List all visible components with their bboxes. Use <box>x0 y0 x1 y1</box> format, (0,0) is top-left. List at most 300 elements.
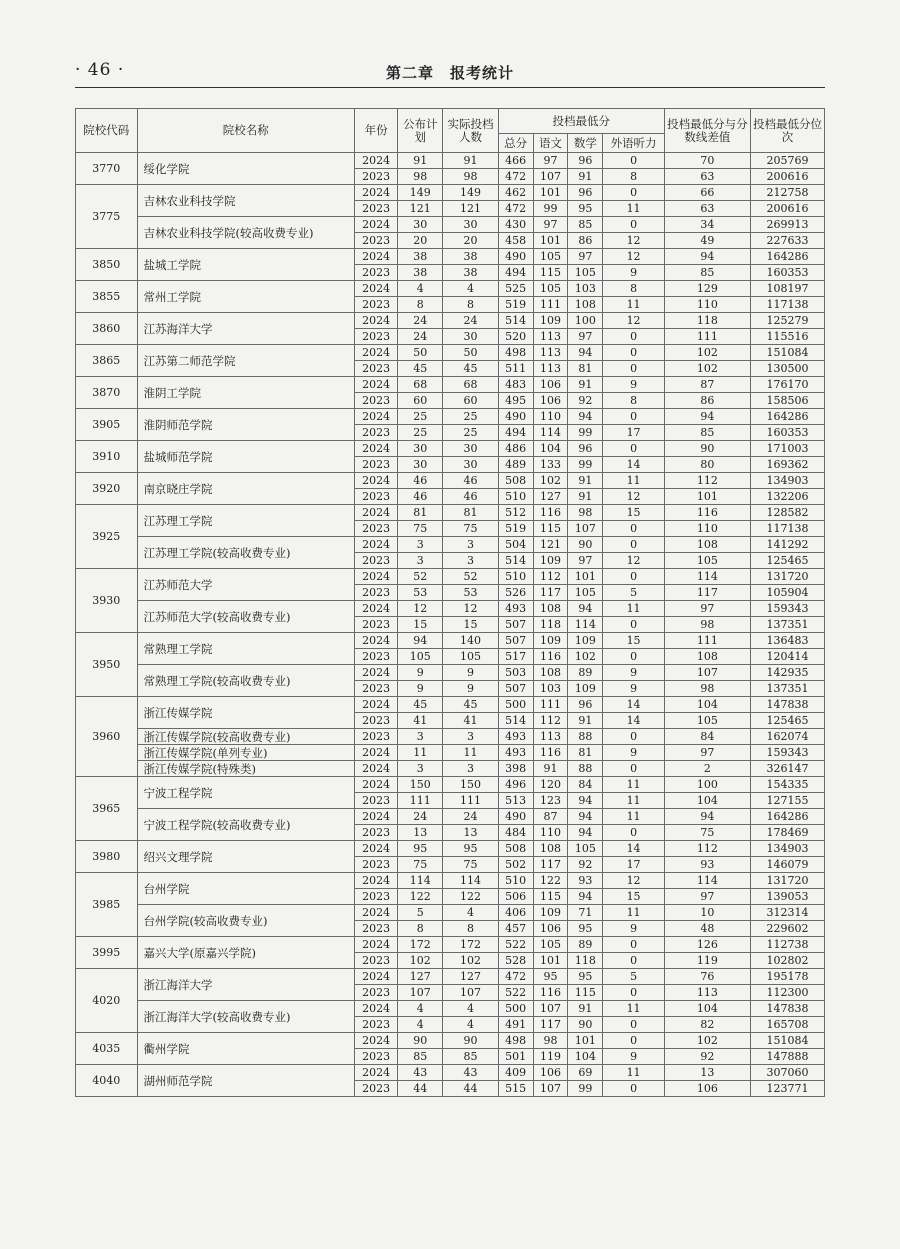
actual-cell: 4 <box>443 281 498 297</box>
school-name: 盐城师范学院 <box>137 441 355 473</box>
rank-cell: 117138 <box>751 521 825 537</box>
math-score-cell: 86 <box>568 233 603 249</box>
diff-cell: 90 <box>664 441 750 457</box>
total-score-cell: 507 <box>498 633 533 649</box>
rank-cell: 120414 <box>751 649 825 665</box>
chinese-score-cell: 97 <box>533 217 568 233</box>
listening-score-cell: 0 <box>603 441 665 457</box>
rank-cell: 115516 <box>751 329 825 345</box>
rank-cell: 195178 <box>751 969 825 985</box>
table-row <box>76 873 825 889</box>
actual-cell: 25 <box>443 425 498 441</box>
math-score-cell: 99 <box>568 425 603 441</box>
rank-cell: 132206 <box>751 489 825 505</box>
plan-cell: 127 <box>398 969 443 985</box>
math-score-cell: 91 <box>568 377 603 393</box>
chinese-score-cell: 108 <box>533 841 568 857</box>
math-score-cell: 96 <box>568 185 603 201</box>
math-score-cell: 91 <box>568 473 603 489</box>
listening-score-cell: 9 <box>603 265 665 281</box>
listening-score-cell: 9 <box>603 745 665 761</box>
plan-cell: 20 <box>398 233 443 249</box>
chinese-score-cell: 108 <box>533 601 568 617</box>
math-score-cell: 81 <box>568 745 603 761</box>
actual-cell: 30 <box>443 217 498 233</box>
school-code: 3985 <box>76 873 138 937</box>
table-row <box>76 1065 825 1081</box>
actual-cell: 4 <box>443 905 498 921</box>
math-score-cell: 92 <box>568 857 603 873</box>
actual-cell: 43 <box>443 1065 498 1081</box>
total-score-cell: 494 <box>498 425 533 441</box>
rank-cell: 105904 <box>751 585 825 601</box>
listening-score-cell: 12 <box>603 313 665 329</box>
math-score-cell: 114 <box>568 617 603 633</box>
chinese-score-cell: 107 <box>533 169 568 185</box>
year-cell: 2023 <box>355 921 398 937</box>
actual-cell: 3 <box>443 553 498 569</box>
listening-score-cell: 0 <box>603 537 665 553</box>
year-cell: 2024 <box>355 633 398 649</box>
year-cell: 2024 <box>355 345 398 361</box>
rank-cell: 200616 <box>751 201 825 217</box>
school-name: 江苏海洋大学 <box>137 313 355 345</box>
table-row <box>76 745 825 761</box>
plan-cell: 24 <box>398 809 443 825</box>
plan-cell: 75 <box>398 857 443 873</box>
listening-score-cell: 11 <box>603 777 665 793</box>
year-cell: 2023 <box>355 169 398 185</box>
actual-cell: 140 <box>443 633 498 649</box>
actual-cell: 3 <box>443 537 498 553</box>
total-score-cell: 507 <box>498 681 533 697</box>
diff-cell: 63 <box>664 201 750 217</box>
school-name: 江苏第二师范学院 <box>137 345 355 377</box>
actual-cell: 8 <box>443 921 498 937</box>
rank-cell: 312314 <box>751 905 825 921</box>
rank-cell: 142935 <box>751 665 825 681</box>
year-cell: 2024 <box>355 1065 398 1081</box>
listening-score-cell: 0 <box>603 361 665 377</box>
plan-cell: 12 <box>398 601 443 617</box>
listening-score-cell: 11 <box>603 201 665 217</box>
listening-score-cell: 12 <box>603 233 665 249</box>
plan-cell: 52 <box>398 569 443 585</box>
actual-cell: 38 <box>443 265 498 281</box>
actual-cell: 150 <box>443 777 498 793</box>
math-score-cell: 85 <box>568 217 603 233</box>
rank-cell: 134903 <box>751 473 825 489</box>
total-score-cell: 493 <box>498 729 533 745</box>
plan-cell: 90 <box>398 1033 443 1049</box>
plan-cell: 15 <box>398 617 443 633</box>
year-cell: 2023 <box>355 713 398 729</box>
school-code: 3960 <box>76 697 138 777</box>
year-cell: 2024 <box>355 217 398 233</box>
rank-cell: 131720 <box>751 569 825 585</box>
diff-cell: 76 <box>664 969 750 985</box>
diff-cell: 97 <box>664 745 750 761</box>
chinese-score-cell: 103 <box>533 681 568 697</box>
diff-cell: 13 <box>664 1065 750 1081</box>
chinese-score-cell: 108 <box>533 665 568 681</box>
math-score-cell: 91 <box>568 713 603 729</box>
listening-score-cell: 11 <box>603 793 665 809</box>
diff-cell: 126 <box>664 937 750 953</box>
listening-score-cell: 9 <box>603 665 665 681</box>
total-score-cell: 515 <box>498 1081 533 1097</box>
math-score-cell: 105 <box>568 265 603 281</box>
diff-cell: 114 <box>664 569 750 585</box>
year-cell: 2023 <box>355 585 398 601</box>
rank-cell: 159343 <box>751 601 825 617</box>
rank-cell: 229602 <box>751 921 825 937</box>
table-row <box>76 761 825 777</box>
math-score-cell: 94 <box>568 825 603 841</box>
total-score-cell: 483 <box>498 377 533 393</box>
math-score-cell: 100 <box>568 313 603 329</box>
col-header-min-group: 投档最低分 <box>498 109 664 134</box>
chinese-score-cell: 101 <box>533 185 568 201</box>
rank-cell: 162074 <box>751 729 825 745</box>
year-cell: 2024 <box>355 905 398 921</box>
listening-score-cell: 9 <box>603 681 665 697</box>
table-row <box>76 249 825 265</box>
rank-cell: 125465 <box>751 713 825 729</box>
actual-cell: 8 <box>443 297 498 313</box>
plan-cell: 25 <box>398 409 443 425</box>
plan-cell: 11 <box>398 745 443 761</box>
chinese-score-cell: 116 <box>533 745 568 761</box>
diff-cell: 102 <box>664 345 750 361</box>
school-name: 浙江传媒学院(特殊类) <box>137 761 355 777</box>
school-code: 3995 <box>76 937 138 969</box>
listening-score-cell: 12 <box>603 553 665 569</box>
actual-cell: 11 <box>443 745 498 761</box>
diff-cell: 118 <box>664 313 750 329</box>
total-score-cell: 511 <box>498 361 533 377</box>
total-score-cell: 495 <box>498 393 533 409</box>
chinese-score-cell: 133 <box>533 457 568 473</box>
year-cell: 2024 <box>355 697 398 713</box>
page-header <box>75 58 825 88</box>
actual-cell: 12 <box>443 601 498 617</box>
plan-cell: 41 <box>398 713 443 729</box>
listening-score-cell: 0 <box>603 217 665 233</box>
actual-cell: 102 <box>443 953 498 969</box>
chinese-score-cell: 114 <box>533 425 568 441</box>
diff-cell: 112 <box>664 841 750 857</box>
diff-cell: 105 <box>664 713 750 729</box>
math-score-cell: 94 <box>568 601 603 617</box>
listening-score-cell: 0 <box>603 329 665 345</box>
actual-cell: 114 <box>443 873 498 889</box>
diff-cell: 2 <box>664 761 750 777</box>
school-name: 浙江传媒学院 <box>137 697 355 729</box>
listening-score-cell: 8 <box>603 169 665 185</box>
math-score-cell: 89 <box>568 665 603 681</box>
school-code: 3920 <box>76 473 138 505</box>
chinese-score-cell: 107 <box>533 1081 568 1097</box>
actual-cell: 107 <box>443 985 498 1001</box>
plan-cell: 102 <box>398 953 443 969</box>
diff-cell: 111 <box>664 633 750 649</box>
chinese-score-cell: 110 <box>533 825 568 841</box>
plan-cell: 5 <box>398 905 443 921</box>
year-cell: 2024 <box>355 1033 398 1049</box>
total-score-cell: 526 <box>498 585 533 601</box>
chinese-score-cell: 105 <box>533 249 568 265</box>
actual-cell: 20 <box>443 233 498 249</box>
chinese-score-cell: 116 <box>533 505 568 521</box>
year-cell: 2024 <box>355 377 398 393</box>
school-code: 4020 <box>76 969 138 1033</box>
listening-score-cell: 12 <box>603 249 665 265</box>
chinese-score-cell: 106 <box>533 377 568 393</box>
actual-cell: 52 <box>443 569 498 585</box>
chinese-score-cell: 109 <box>533 313 568 329</box>
table-row <box>76 777 825 793</box>
table-row <box>76 1001 825 1017</box>
table-row <box>76 441 825 457</box>
actual-cell: 45 <box>443 361 498 377</box>
diff-cell: 97 <box>664 889 750 905</box>
total-score-cell: 398 <box>498 761 533 777</box>
plan-cell: 98 <box>398 169 443 185</box>
diff-cell: 97 <box>664 601 750 617</box>
plan-cell: 30 <box>398 441 443 457</box>
actual-cell: 53 <box>443 585 498 601</box>
math-score-cell: 105 <box>568 585 603 601</box>
math-score-cell: 109 <box>568 633 603 649</box>
listening-score-cell: 11 <box>603 473 665 489</box>
plan-cell: 111 <box>398 793 443 809</box>
year-cell: 2024 <box>355 745 398 761</box>
year-cell: 2024 <box>355 937 398 953</box>
diff-cell: 102 <box>664 361 750 377</box>
school-name: 宁波工程学院(较高收费专业) <box>137 809 355 841</box>
plan-cell: 24 <box>398 329 443 345</box>
school-code: 4035 <box>76 1033 138 1065</box>
total-score-cell: 472 <box>498 201 533 217</box>
rank-cell: 151084 <box>751 345 825 361</box>
math-score-cell: 95 <box>568 969 603 985</box>
col-header-name: 院校名称 <box>137 109 355 153</box>
rank-cell: 227633 <box>751 233 825 249</box>
school-code: 3965 <box>76 777 138 841</box>
year-cell: 2023 <box>355 393 398 409</box>
table-row <box>76 665 825 681</box>
rank-cell: 102802 <box>751 953 825 969</box>
plan-cell: 3 <box>398 761 443 777</box>
listening-score-cell: 0 <box>603 937 665 953</box>
chinese-score-cell: 120 <box>533 777 568 793</box>
year-cell: 2024 <box>355 1001 398 1017</box>
math-score-cell: 94 <box>568 889 603 905</box>
rank-cell: 112738 <box>751 937 825 953</box>
plan-cell: 91 <box>398 153 443 169</box>
school-name: 嘉兴大学(原嘉兴学院) <box>137 937 355 969</box>
year-cell: 2024 <box>355 153 398 169</box>
math-score-cell: 102 <box>568 649 603 665</box>
plan-cell: 4 <box>398 1017 443 1033</box>
rank-cell: 165708 <box>751 1017 825 1033</box>
diff-cell: 104 <box>664 697 750 713</box>
actual-cell: 90 <box>443 1033 498 1049</box>
math-score-cell: 93 <box>568 873 603 889</box>
actual-cell: 81 <box>443 505 498 521</box>
chinese-score-cell: 110 <box>533 409 568 425</box>
plan-cell: 8 <box>398 297 443 313</box>
diff-cell: 104 <box>664 793 750 809</box>
diff-cell: 108 <box>664 649 750 665</box>
school-name: 浙江海洋大学 <box>137 969 355 1001</box>
listening-score-cell: 0 <box>603 729 665 745</box>
listening-score-cell: 0 <box>603 825 665 841</box>
table-row <box>76 809 825 825</box>
year-cell: 2024 <box>355 505 398 521</box>
actual-cell: 122 <box>443 889 498 905</box>
diff-cell: 119 <box>664 953 750 969</box>
school-name: 常熟理工学院(较高收费专业) <box>137 665 355 697</box>
diff-cell: 102 <box>664 1033 750 1049</box>
total-score-cell: 504 <box>498 537 533 553</box>
year-cell: 2024 <box>355 601 398 617</box>
school-code: 3930 <box>76 569 138 633</box>
listening-score-cell: 9 <box>603 1049 665 1065</box>
rank-cell: 147838 <box>751 1001 825 1017</box>
actual-cell: 9 <box>443 681 498 697</box>
listening-score-cell: 8 <box>603 281 665 297</box>
math-score-cell: 91 <box>568 169 603 185</box>
actual-cell: 30 <box>443 329 498 345</box>
plan-cell: 46 <box>398 473 443 489</box>
math-score-cell: 101 <box>568 569 603 585</box>
table-body <box>76 153 825 1097</box>
year-cell: 2023 <box>355 793 398 809</box>
total-score-cell: 510 <box>498 873 533 889</box>
chinese-score-cell: 127 <box>533 489 568 505</box>
listening-score-cell: 0 <box>603 153 665 169</box>
table-row <box>76 937 825 953</box>
page-number: · 46 · <box>75 60 125 80</box>
year-cell: 2024 <box>355 873 398 889</box>
actual-cell: 172 <box>443 937 498 953</box>
diff-cell: 114 <box>664 873 750 889</box>
actual-cell: 24 <box>443 313 498 329</box>
math-score-cell: 97 <box>568 553 603 569</box>
listening-score-cell: 0 <box>603 185 665 201</box>
header-rule <box>75 87 825 88</box>
rank-cell: 200616 <box>751 169 825 185</box>
school-code: 3910 <box>76 441 138 473</box>
total-score-cell: 498 <box>498 345 533 361</box>
year-cell: 2024 <box>355 249 398 265</box>
table-row <box>76 569 825 585</box>
listening-score-cell: 15 <box>603 633 665 649</box>
plan-cell: 3 <box>398 729 443 745</box>
diff-cell: 82 <box>664 1017 750 1033</box>
diff-cell: 117 <box>664 585 750 601</box>
total-score-cell: 430 <box>498 217 533 233</box>
listening-score-cell: 11 <box>603 1065 665 1081</box>
school-name: 台州学院(较高收费专业) <box>137 905 355 937</box>
table-row <box>76 153 825 169</box>
col-header-plan: 公布计划 <box>398 109 443 153</box>
plan-cell: 95 <box>398 841 443 857</box>
year-cell: 2023 <box>355 681 398 697</box>
school-code: 4040 <box>76 1065 138 1097</box>
chinese-score-cell: 111 <box>533 697 568 713</box>
diff-cell: 93 <box>664 857 750 873</box>
year-cell: 2024 <box>355 441 398 457</box>
actual-cell: 9 <box>443 665 498 681</box>
plan-cell: 122 <box>398 889 443 905</box>
actual-cell: 41 <box>443 713 498 729</box>
year-cell: 2023 <box>355 489 398 505</box>
total-score-cell: 522 <box>498 937 533 953</box>
rank-cell: 117138 <box>751 297 825 313</box>
year-cell: 2024 <box>355 409 398 425</box>
year-cell: 2024 <box>355 777 398 793</box>
total-score-cell: 522 <box>498 985 533 1001</box>
table-row <box>76 281 825 297</box>
diff-cell: 92 <box>664 1049 750 1065</box>
plan-cell: 75 <box>398 521 443 537</box>
plan-cell: 30 <box>398 217 443 233</box>
year-cell: 2023 <box>355 1049 398 1065</box>
rank-cell: 160353 <box>751 425 825 441</box>
school-name: 吉林农业科技学院(较高收费专业) <box>137 217 355 249</box>
rank-cell: 141292 <box>751 537 825 553</box>
diff-cell: 85 <box>664 265 750 281</box>
total-score-cell: 520 <box>498 329 533 345</box>
listening-score-cell: 0 <box>603 985 665 1001</box>
math-score-cell: 97 <box>568 329 603 345</box>
school-code: 3860 <box>76 313 138 345</box>
actual-cell: 30 <box>443 441 498 457</box>
school-code: 3950 <box>76 633 138 697</box>
listening-score-cell: 9 <box>603 921 665 937</box>
chinese-score-cell: 106 <box>533 921 568 937</box>
rank-cell: 147838 <box>751 697 825 713</box>
year-cell: 2024 <box>355 185 398 201</box>
total-score-cell: 472 <box>498 969 533 985</box>
math-score-cell: 97 <box>568 249 603 265</box>
year-cell: 2023 <box>355 649 398 665</box>
actual-cell: 75 <box>443 521 498 537</box>
diff-cell: 49 <box>664 233 750 249</box>
total-score-cell: 406 <box>498 905 533 921</box>
table-row <box>76 841 825 857</box>
actual-cell: 4 <box>443 1001 498 1017</box>
admission-table <box>75 108 825 1097</box>
diff-cell: 113 <box>664 985 750 1001</box>
table-row <box>76 1033 825 1049</box>
rank-cell: 136483 <box>751 633 825 649</box>
math-score-cell: 103 <box>568 281 603 297</box>
year-cell: 2023 <box>355 825 398 841</box>
year-cell: 2023 <box>355 617 398 633</box>
rank-cell: 127155 <box>751 793 825 809</box>
math-score-cell: 94 <box>568 793 603 809</box>
total-score-cell: 506 <box>498 889 533 905</box>
table-row <box>76 537 825 553</box>
school-name: 台州学院 <box>137 873 355 905</box>
diff-cell: 66 <box>664 185 750 201</box>
diff-cell: 86 <box>664 393 750 409</box>
plan-cell: 114 <box>398 873 443 889</box>
